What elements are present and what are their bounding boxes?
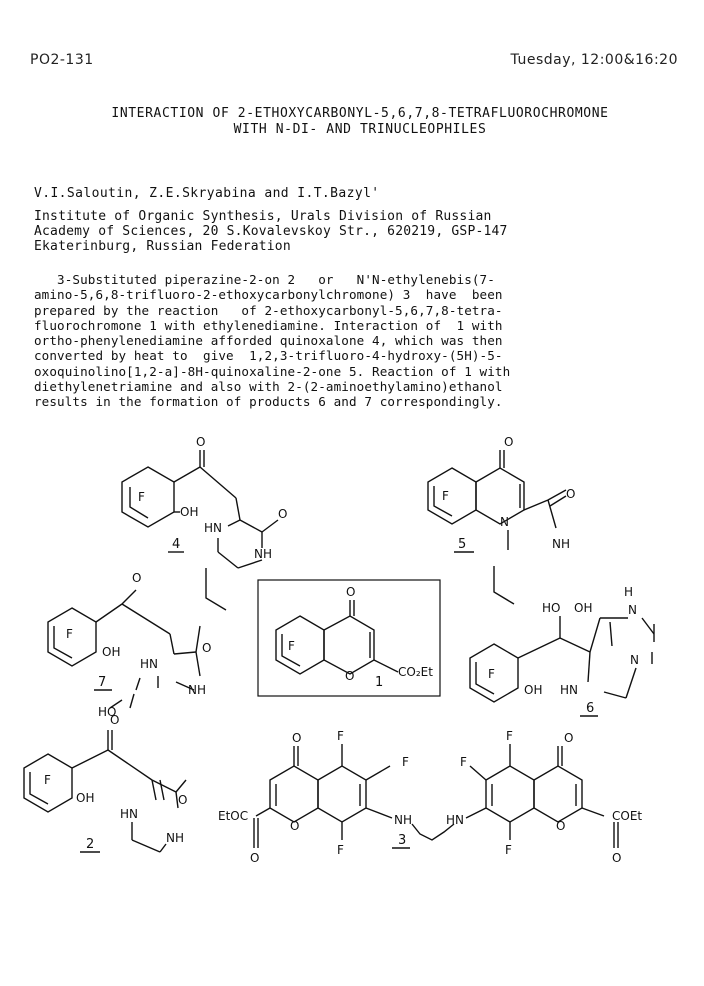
atom-CO2Et: CO₂Et [398,665,433,679]
compound-5 [428,435,575,604]
atom-O: O [612,851,622,865]
abstract-line: diethylenetriamine and also with 2-(2-aminoethylamino)ethanol [34,379,503,395]
abstract-line: prepared by the reaction of 2-ethoxycarbonyl-5,6,7,8-tetra- [34,302,503,318]
atom-OH: OH [574,601,593,615]
atom-F: F [442,489,449,503]
atom-N: N [500,515,509,529]
atom-F: F [66,627,73,641]
atom-O: O [566,487,576,501]
atom-O: O [250,851,260,865]
atom-O: O [292,731,302,745]
authors: V.I.Saloutin, Z.E.Skryabina and I.T.Bazyl' [34,186,380,201]
atom-O: O [564,731,574,745]
title-line-1: INTERACTION OF 2-ETHOXYCARBONYL-5,6,7,8-TETRAFLUOROCHROMONE [111,106,609,121]
abstract-line: 3-Substituted piperazine-2-on 2 or N'N-ethylenebis(7- [34,272,495,287]
atom-HN: HN [204,521,222,535]
atom-F: F [506,729,513,743]
atom-HN: HN [446,813,464,827]
atom-F: F [288,639,295,653]
atom-O: O [178,793,188,807]
institution-line: Institute of Organic Synthesis, Urals Division of Russian [34,209,492,224]
atom-F: F [138,490,145,504]
atom-F: F [337,843,344,857]
institution [34,209,694,254]
institution-line: Ekaterinburg, Russian Federation [34,239,291,254]
institution-line: Academy of Sciences, 20 S.Kovalevskoy Str., 620219, GSP-147 [34,224,508,239]
reaction-scheme [0,420,704,870]
atom-HN: HN [560,683,578,697]
compound-2 [24,713,187,852]
atom-OH: OH [524,683,543,697]
atom-O: O [202,641,212,655]
abstract-line: fluorochromone 1 with ethylenediamine. Interaction of 1 with [34,317,503,333]
atom-NH: NH [552,537,570,551]
abstract-line: results in the formation of products 6 and 7 correspondingly. [34,394,503,410]
atom-F: F [488,667,495,681]
atom-HN: HN [120,807,138,821]
compound-label-5: 5 [458,537,467,552]
atom-O: O [290,819,300,833]
atom-EtOC: EtOC [218,809,249,823]
atom-F: F [460,755,467,769]
compound-1 [258,580,440,696]
compound-7 [48,571,211,719]
compound-label-1: 1 [375,675,384,690]
atom-H: H [624,585,634,599]
atom-HO: HO [542,601,561,615]
compound-6 [470,585,654,716]
compound-label-6: 6 [586,701,595,716]
title-line-2: WITH N-DI- AND TRINUCLEOPHILES [233,122,487,137]
atom-OH: OH [180,505,199,519]
abstract-line: oxoquinolino[1,2-a]-8H-quinoxaline-2-one 5. Reaction of 1 with [34,363,511,379]
atom-N: N [628,603,637,617]
atom-OH: OH [102,645,121,659]
atom-O: O [346,585,356,599]
atom-OH: OH [76,791,95,805]
abstract-code: PO2-131 [30,52,94,68]
abstract-line: amino-5,6,8-trifluoro-2-ethoxycarbonylchromone) 3 have been [34,287,503,303]
atom-O: O [110,713,120,727]
atom-F: F [44,773,51,787]
atom-HO: HO [98,705,117,719]
atom-N: N [630,653,639,667]
compound-label-7: 7 [98,675,107,690]
atom-O: O [504,435,514,449]
atom-NH: NH [166,831,184,845]
compound-label-3: 3 [398,833,407,848]
atom-F: F [505,843,512,857]
atom-COEt: COEt [612,809,643,823]
atom-O: O [278,507,288,521]
atom-F: F [402,755,409,769]
compound-4 [122,435,287,610]
atom-HN: HN [140,657,158,671]
atom-O: O [345,669,355,683]
atom-O: O [196,435,206,449]
compound-label-4: 4 [172,537,181,552]
abstract-line: ortho-phenylenediamine afforded quinoxalone 4, which was then [34,333,503,349]
atom-NH: NH [254,547,272,561]
atom-F: F [337,729,344,743]
compound-label-2: 2 [86,837,95,852]
atom-O: O [556,819,566,833]
atom-NH: NH [188,683,206,697]
compound-3 [218,729,642,865]
abstract-text [34,272,700,410]
atom-O: O [132,571,142,585]
session-time: Tuesday, 12:00&16:20 [510,52,678,68]
paper-title [20,106,700,138]
atom-NH: NH [394,813,412,827]
abstract-line: converted by heat to give 1,2,3-trifluoro-4-hydroxy-(5H)-5- [34,348,503,364]
